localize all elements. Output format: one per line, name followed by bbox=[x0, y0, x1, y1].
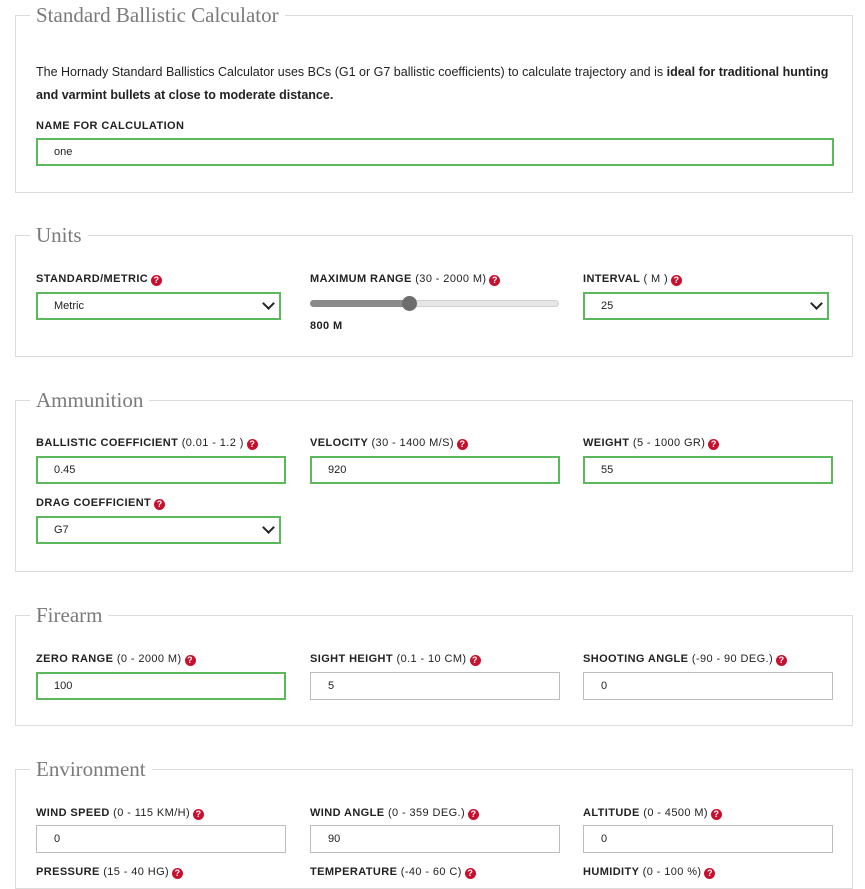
name-for-calculation-label: NAME FOR CALCULATION bbox=[36, 120, 185, 132]
section-title-environment: Environment bbox=[30, 756, 152, 782]
section-title-ammunition: Ammunition bbox=[30, 387, 149, 413]
help-icon[interactable]: ? bbox=[172, 868, 183, 879]
velocity-input[interactable]: 920 bbox=[310, 456, 560, 484]
sight-height-input[interactable]: 5 bbox=[310, 672, 560, 700]
help-icon[interactable]: ? bbox=[704, 868, 715, 879]
shooting-angle-input[interactable]: 0 bbox=[583, 672, 833, 700]
slider-thumb[interactable] bbox=[402, 296, 417, 311]
help-icon[interactable]: ? bbox=[154, 499, 165, 510]
wind-angle-label: WIND ANGLE (0 - 359 DEG.) ? bbox=[310, 807, 479, 820]
interval-label: INTERVAL ( M ) ? bbox=[583, 273, 682, 286]
section-title-standard: Standard Ballistic Calculator bbox=[30, 2, 285, 28]
help-icon[interactable]: ? bbox=[247, 439, 258, 450]
name-for-calculation-input[interactable]: one bbox=[36, 138, 834, 166]
environment-section bbox=[15, 757, 853, 889]
altitude-label: ALTITUDE (0 - 4500 M) ? bbox=[583, 807, 722, 820]
ammunition-section bbox=[15, 388, 853, 572]
chevron-down-icon bbox=[262, 297, 275, 310]
slider-fill bbox=[310, 300, 409, 307]
help-icon[interactable]: ? bbox=[776, 655, 787, 666]
section-title-firearm: Firearm bbox=[30, 602, 108, 628]
units-section bbox=[15, 223, 853, 357]
maximum-range-label: MAXIMUM RANGE (30 - 2000 M) ? bbox=[310, 273, 500, 286]
maximum-range-slider[interactable] bbox=[310, 294, 559, 314]
help-icon[interactable]: ? bbox=[671, 275, 682, 286]
drag-coefficient-label: DRAG COEFFICIENT ? bbox=[36, 497, 165, 510]
help-icon[interactable]: ? bbox=[465, 868, 476, 879]
help-icon[interactable]: ? bbox=[711, 809, 722, 820]
temperature-label: TEMPERATURE (-40 - 60 C) ? bbox=[310, 866, 476, 879]
firearm-section bbox=[15, 603, 853, 726]
wind-angle-input[interactable]: 90 bbox=[310, 825, 560, 853]
weight-input[interactable]: 55 bbox=[583, 456, 833, 484]
standard-metric-label: STANDARD/METRIC ? bbox=[36, 273, 162, 286]
shooting-angle-label: SHOOTING ANGLE (-90 - 90 DEG.) ? bbox=[583, 653, 787, 666]
help-icon[interactable]: ? bbox=[708, 439, 719, 450]
pressure-label: PRESSURE (15 - 40 HG) ? bbox=[36, 866, 183, 879]
humidity-label: HUMIDITY (0 - 100 %) ? bbox=[583, 866, 715, 879]
wind-speed-label: WIND SPEED (0 - 115 KM/H) ? bbox=[36, 807, 204, 820]
help-icon[interactable]: ? bbox=[185, 655, 196, 666]
help-icon[interactable]: ? bbox=[193, 809, 204, 820]
wind-speed-input[interactable]: 0 bbox=[36, 825, 286, 853]
zero-range-input[interactable]: 100 bbox=[36, 672, 286, 700]
chevron-down-icon bbox=[810, 297, 823, 310]
section-title-units: Units bbox=[30, 222, 88, 248]
interval-select[interactable]: 25 bbox=[583, 292, 829, 320]
help-icon[interactable]: ? bbox=[489, 275, 500, 286]
maximum-range-value: 800 M bbox=[310, 320, 343, 332]
standard-calculator-section bbox=[15, 3, 853, 193]
weight-label: WEIGHT (5 - 1000 GR) ? bbox=[583, 437, 719, 450]
sight-height-label: SIGHT HEIGHT (0.1 - 10 CM) ? bbox=[310, 653, 481, 666]
velocity-label: VELOCITY (30 - 1400 M/S) ? bbox=[310, 437, 468, 450]
help-icon[interactable]: ? bbox=[470, 655, 481, 666]
altitude-input[interactable]: 0 bbox=[583, 825, 833, 853]
help-icon[interactable]: ? bbox=[457, 439, 468, 450]
help-icon[interactable]: ? bbox=[468, 809, 479, 820]
chevron-down-icon bbox=[262, 521, 275, 534]
ballistic-coefficient-label: BALLISTIC COEFFICIENT (0.01 - 1.2 ) ? bbox=[36, 437, 258, 450]
drag-coefficient-select[interactable]: G7 bbox=[36, 516, 281, 544]
standard-metric-select[interactable]: Metric bbox=[36, 292, 281, 320]
help-icon[interactable]: ? bbox=[151, 275, 162, 286]
calculator-description: The Hornady Standard Ballistics Calculator uses BCs (G1 or G7 ballistic coefficients) to calculate trajectory and is ideal for traditional hunting and varmint bullets at close to moderate distance. bbox=[36, 65, 829, 102]
zero-range-label: ZERO RANGE (0 - 2000 M) ? bbox=[36, 653, 196, 666]
ballistic-coefficient-input[interactable]: 0.45 bbox=[36, 456, 286, 484]
